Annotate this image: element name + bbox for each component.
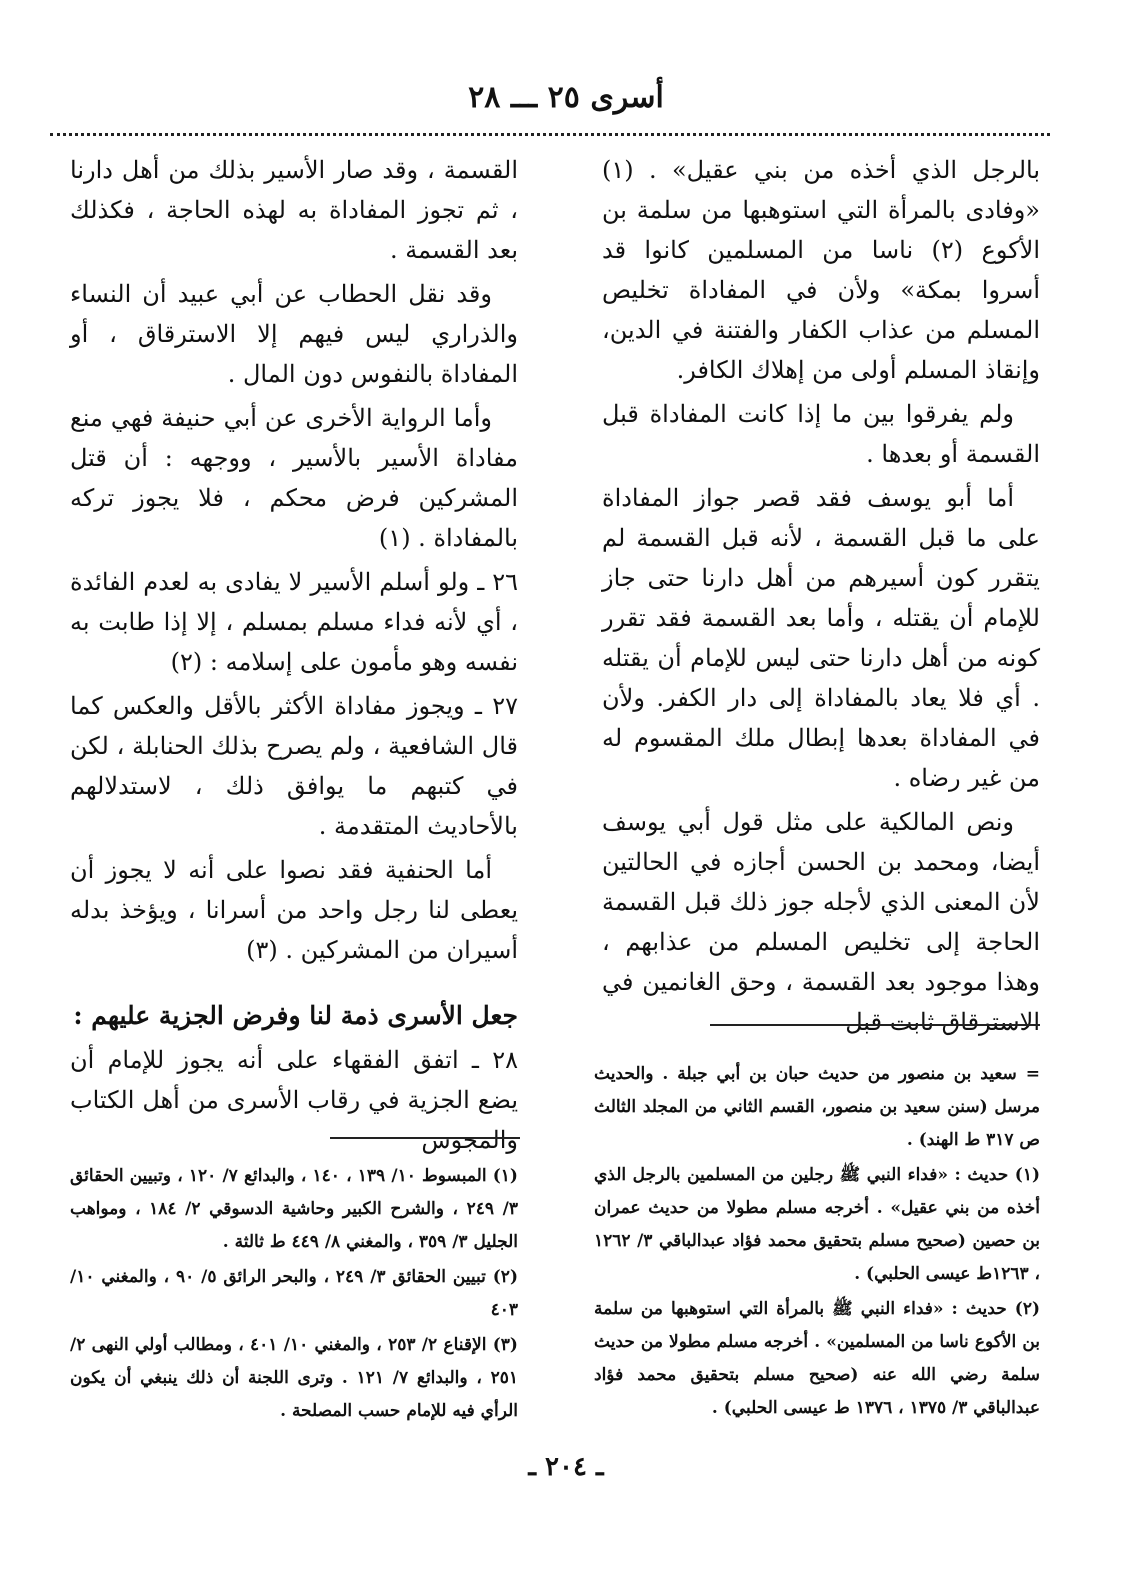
left-column	[70, 150, 518, 1164]
left-paragraph-7: ٢٨ ـ اتفق الفقهاء على أنه يجوز للإمام أن يضع الجزية في رقاب الأسرى من أهل الكتاب والمجوس	[70, 1046, 518, 1154]
footnote-right-2: (٢) حديث : «فداء النبي ﷺ بالمرأة التي استوهبها من سلمة بن الأكوع ناسا من المسلمين» . أخرجه مسلم مطولا من حديث سلمة رضي الله عنه (صحيح مسلم بتحقيق محمد فؤاد عبدالباقي ٣/ ١٣٧٥ ، ١٣٧٦ ط عيسى الحلبي) .	[594, 1299, 1040, 1418]
right-column	[602, 150, 1040, 1046]
left-paragraph-5: ٢٧ ـ ويجوز مفاداة الأكثر بالأقل والعكس كما قال الشافعية ، ولم يصرح بذلك الحنابلة ، لكن في كتبهم ما يوافق ذلك ، لاستدلالهم بالأحاديث المتقدمة .	[70, 692, 518, 840]
footnote-right-1: (١) حديث : «فداء النبي ﷺ رجلين من المسلمين بالرجل الذي أخذه من بني عقيل» . أخرجه مسلم مطولا من حديث عمران بن حصين (صحيح مسلم بتحقيق محمد فؤاد عبدالباقي ٣/ ١٢٦٢ ، ١٢٦٣ط عيسى الحلبي) .	[594, 1165, 1040, 1284]
left-paragraph-4: ٢٦ ـ ولو أسلم الأسير لا يفادى به لعدم الفائدة ، أي لأنه فداء مسلم بمسلم ، إلا إذا طابت به نفسه وهو مأمون على إسلامه : (٢)	[70, 568, 518, 676]
left-paragraph-6: أما الحنفية فقد نصوا على أنه لا يجوز أن يعطى لنا رجل واحد من أسرانا ، ويؤخذ بدله أسيران من المشركين . (٣)	[70, 856, 518, 964]
right-paragraph-2: ولم يفرقوا بين ما إذا كانت المفاداة قبل القسمة أو بعدها .	[602, 400, 1040, 468]
left-paragraph-2: وقد نقل الحطاب عن أبي عبيد أن النساء والذراري ليس فيهم إلا الاسترقاق ، أو المفاداة بالنفوس دون المال .	[70, 280, 518, 388]
footnote-left-1: (١) المبسوط ١٠/ ١٣٩ ، ١٤٠ ، والبدائع ٧/ ١٢٠ ، وتبيين الحقائق ٣/ ٢٤٩ ، والشرح الكبير وحاشية الدسوقي ٢/ ١٨٤ ، ومواهب الجليل ٣/ ٣٥٩ ، والمغني ٨/ ٤٤٩ ط ثالثة .	[70, 1166, 518, 1252]
right-paragraph-1: بالرجل الذي أخذه من بني عقيل» . (١) «وفادى بالمرأة التي استوهبها من سلمة بن الأكوع (٢) ناسا من المسلمين كانوا قد أسروا بمكة» ولأن في المفاداة تخليص المسلم من عذاب الكفار والفتنة في الدين، وإنقاذ المسلم أولى من إهلاك الكافر.	[602, 156, 1040, 384]
footnotes-right	[594, 1058, 1040, 1427]
right-paragraph-3: أما أبو يوسف فقد قصر جواز المفاداة على ما قبل القسمة ، لأنه قبل القسمة لم يتقرر كون أسيرهم من أهل دارنا حتى جاز للإمام أن يقتله ، وأما بعد القسمة فقد تقرر كونه من أهل دارنا حتى ليس للإمام أن يقتله . أي فلا يعاد بالمفاداة إلى دار الكفر. ولأن في المفاداة بعدها إبطال ملك المقسوم له من غير رضاه .	[602, 484, 1040, 792]
page-number: ـ ٢٠٤ ـ	[528, 1452, 604, 1482]
footnote-left-2: (٢) تبيين الحقائق ٣/ ٢٤٩ ، والبحر الرائق ٥/ ٩٠ ، والمغني ١٠/ ٤٠٣	[70, 1267, 518, 1320]
footnote-divider-left	[330, 1137, 520, 1139]
footnote-continued: = سعيد بن منصور من حديث حبان بن أبي جبلة . والحديث مرسل (سنن سعيد بن منصور، القسم الثاني من المجلد الثالث ص ٣١٧ ط الهند) .	[594, 1064, 1040, 1150]
section-heading: جعل الأسرى ذمة لنا وفرض الجزية عليهم :	[73, 1001, 518, 1030]
footnotes-left	[70, 1160, 518, 1430]
footnote-divider-right	[710, 1024, 1040, 1026]
page-header-title: أسرى ٢٥ ـــ ٢٨	[468, 80, 664, 115]
left-paragraph-3: وأما الرواية الأخرى عن أبي حنيفة فهي منع مفاداة الأسير بالأسير ، ووجهه : أن قتل المشركين فرض محكم ، فلا يجوز تركه بالمفاداة . (١)	[70, 404, 518, 552]
left-paragraph-1: القسمة ، وقد صار الأسير بذلك من أهل دارنا ، ثم تجوز المفاداة به لهذه الحاجة ، فكذلك بعد القسمة .	[70, 156, 518, 264]
right-paragraph-4: ونص المالكية على مثل قول أبي يوسف أيضا، ومحمد بن الحسن أجازه في الحالتين لأن المعنى الذي لأجله جوز ذلك قبل القسمة الحاجة إلى تخليص المسلم من عذابهم ، وهذا موجود بعد القسمة ، وحق الغانمين في الاسترقاق ثابت قبل	[602, 808, 1040, 1036]
header-dotted-rule	[50, 133, 1050, 136]
footnote-left-3: (٣) الإقناع ٢/ ٢٥٣ ، والمغني ١٠/ ٤٠١ ، ومطالب أولي النهى ٢/ ٢٥١ ، والبدائع ٧/ ١٢١ . وترى اللجنة أن ذلك ينبغي أن يكون الرأي فيه للإمام حسب المصلحة .	[70, 1335, 518, 1421]
